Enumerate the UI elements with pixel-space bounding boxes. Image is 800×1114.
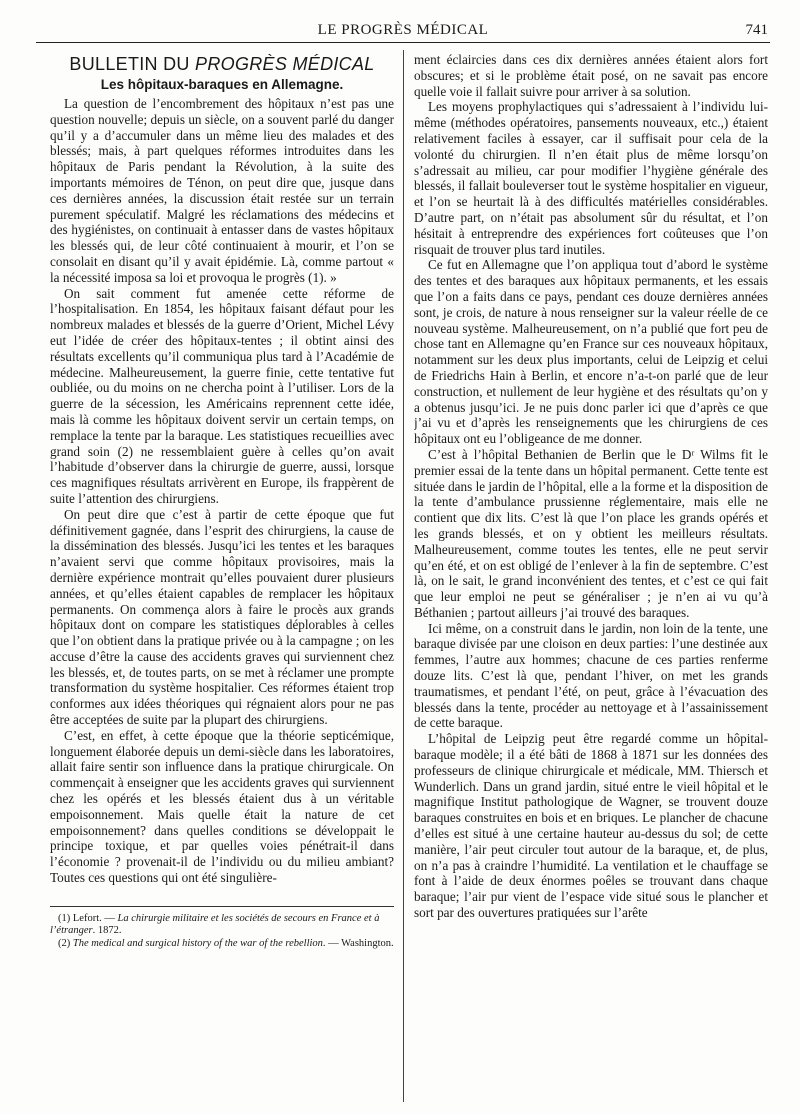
footnote-title: The medical and surgical history of the war of the rebellion [72,937,323,949]
footnote-title: La chirurgie militaire et les sociétés de secours en France et à l’étranger [50,912,380,937]
article-subtitle: Les hôpitaux-baraques en Allemagne. [100,77,344,92]
paragraph: C’est à l’hôpital Bethanien de Berlin que le Dʳ Wilms fit le premier essai de la tente dans un hôpital permanent. Cette tente est située dans le jardin de l’hôpital, elle a la forme et la disposition de la tente d’ambulance prussienne réglementaire, mais elle ne contient que dix lits. C’est là que l’on place les grands opérés et les grands blessés, et on y obtient les meilleurs résultats. Malheureusement, comme toutes les tentes, elle ne peut servir qu’en été, et on est obligé de l’enlever à la fin de septembre. C’est là, on le sait, le grand inconvénient des tentes, et c’est ce qui fait que leur emploi ne peut se généraliser ; je n’en ai vu qu’à Béthanien ; partout ailleurs j’ai trouvé des baraques. [414,446,768,620]
paragraph: C’est, en effet, à cette époque que la théorie septicémique, longuement élaborée depuis un demi-siècle dans les laboratoires, allait faire sentir son influence dans la pratique chirurgicale. On commençait à enseigner que les accidents graves qui surviennent chez les opérés et les blessés étaient dus à un véritable empoisonnement. Mais quelle était la nature de cet empoisonnement? dans quelles conditions se développait le principe toxique, et par quelles voies pénétrait-il dans l’économie ? provenait-il de l’individu ou du milieu ambiant? Toutes ces questions qui ont été singulière- [50,727,394,886]
footnote-marker: (1) [58,912,71,924]
footnote-author: Lefort. — [72,912,118,924]
column-divider [403,50,404,1102]
page-number: 741 [745,22,768,38]
bulletin-title [50,54,394,74]
footnote-rest: . — Washington. [322,937,394,949]
footnote-marker: (2) [58,937,71,949]
running-title: LE PROGRÈS MÉDICAL [317,22,489,38]
paragraph: Ce fut en Allemagne que l’on appliqua tout d’abord le système des tentes et des baraques aux hôpitaux permanents, et les essais que l’on a faits dans ce pays, pendant ces douze dernières années sont, je crois, de nature à nous renseigner sur la valeur réelle de ce nouveau système. Malheureusement, on n’a publié que fort peu de chose tant en Allemagne qu’en France sur ces nouveaux hôpitaux, notamment sur les deux plus importants, celui de Leipzig et celui de Friedrichs Hain à Berlin, et encore n’a-t-on parlé que de leur construction, et nullement de leur hygiène et des résultats qu’on y a obtenus jusqu’ici. Je ne puis donc parler ici que d’après ce que j’ai vu et d’après les renseignements que les chirurgiens de ces hôpitaux ont eu l’obligeance de me donner. [414,257,768,447]
paragraph: Les moyens prophylactiques qui s’adressaient à l’individu lui-même (méthodes opératoires, pansements nouveaux, etc.,) étaient relativement faciles à essayer, car il suffisait pour cela de la volonté du chirurgien. Il n’en était plus de même lorsqu’on s’adressait au milieu, car pour modifier l’hygiène générale des blessés, il fallait bouleverser tout le système hospitalier en vigueur, et l’on se heurtait là à des difficultés matérielles considérables. D’autre part, on n’était pas absolument sûr du résultat, et l’on hésitait à entreprendre des expériences fort coûteuses que l’on risquait de trouver plus tard inutiles. [414,99,768,257]
footnote-rest: . 1872. [92,925,122,937]
footnotes [50,906,394,951]
paragraph: Ici même, on a construit dans le jardin, non loin de la tente, une baraque divisée par une cloison en deux parties: l’une destinée aux femmes, l’autre aux hommes; chacune de ces parties renferme douze lits. C’est là que, pendant l’hiver, on met les grands traumatismes, et pendant l’été, on peut, grâce à l’évacuation des blessés dans la tente, procéder au nettoyage et à l’assainissement de cette baraque. [414,620,768,731]
bulletin-title-italic: PROGRÈS MÉDICAL [195,54,375,74]
paragraph: L’hôpital de Leipzig peut être regardé comme un hôpital-baraque modèle; il a été bâti de 1868 à 1871 sur les données des professeurs de clinique chirurgicale et médicale, MM. Thiersch et Wunderlich. Dans un grand jardin, situé entre le vieil hôpital et le magnifique Institut pathologique de Wagner, se trouvent douze baraques construites en bois et en briques. Le plancher de chacune d’elles est situé à une certaine hauteur au-dessus du sol; de cette manière, l’air peut circuler tout autour de la baraque, et, de plus, on n’a pas à craindre l’humidité. La ventilation et le chauffage se font à l’aide de deux énormes poêles se trouvant dans chaque baraque; l’air pur vient de l’espace vide situé sous le plancher et sort par des ouvertures pratiquées sur l’arête [414,731,768,921]
right-column [414,52,768,1102]
paragraph: La question de l’encombrement des hôpitaux n’est pas une question nouvelle; depuis un siècle, on a souvent parlé du danger qu’il y a d’accumuler dans un même lieu des malades et des blessés; mais, à part quelques réformes introduites dans les hôpitaux de Paris pendant la Révolution, à la suite des importants mémoires de Ténon, on peut dire que, jusque dans ces dernières années, la discussion était restée sur un terrain purement spéculatif. Malgré les réclamations des médecins et des hygiénistes, on continuait à entasser dans de vastes hôpitaux les blessés qui, de leur côté continuaient à mourir, et l’on se consolait en disant qu’il y avait épidémie. Là, comme partout « la nécessité imposa sa loi et provoqua le progrès (1). » [50,96,394,285]
paragraph: On sait comment fut amenée cette réforme de l’hospitalisation. En 1854, les hôpitaux faisant défaut pour les nombreux malades et blessés de la guerre d’Orient, Michel Lévy eut l’idée de créer des hôpitaux-tentes ; il obtint ainsi des résultats excellents qu’il communiqua plus tard à l’Académie de médecine. Malheureusement, la guerre finie, cette tentative fut oubliée, ou du moins on ne chercha point à l’utiliser. Lors de la guerre de la sécession, les Américains reprennent cette idée, mais là comme les hôpitaux doivent servir un certain temps, on remplace la tente par la baraque. Les statistiques recueillies avec grand soin (2) ne ressemblaient guère à celles qu’on avait l’habitude d’observer dans la chirurgie de guerre, aussi, lorsque ces magnifiques résultats arrivèrent en Europe, ils frappèrent de suite l’attention des chirurgiens. [50,285,394,506]
bulletin-title-main: BULLETIN DU [69,54,196,74]
footnote [50,938,394,951]
footnote [50,913,394,938]
paragraph-continuation: ment éclaircies dans ces dix dernières années étaient alors fort obscures; et si le problème était posé, on ne savait pas encore quelle voie il fallait suivre pour arriver à sa solution. [414,52,768,99]
paragraph: On peut dire que c’est à partir de cette époque que fut définitivement gagnée, dans l’esprit des chirurgiens, la cause de la dissémination des blessés. Jusqu’ici les tentes et les baraques n’avaient servi que comme hôpitaux provisoires, mais la dernière expérience montrait qu’elles pouvaient durer plusieurs années, et qu’elles étaient capables de remplacer les hôpitaux permanents. On commença alors à faire le procès aux grands hôpitaux dont on compare les statistiques déplorables à celles que l’on obtient dans la pratique privée ou à la campagne ; on les accuse d’être la cause des accidents graves qui surviennent chez les blessés, et, de toutes parts, on se met à réclamer une prompte transformation du système hospitalier. Ces réformes étaient trop conformes aux idées théoriques qui régnaient alors pour ne pas être acceptées de suite par la plupart des chirurgiens. [50,506,394,728]
running-head [36,18,770,43]
left-column [50,52,394,1102]
